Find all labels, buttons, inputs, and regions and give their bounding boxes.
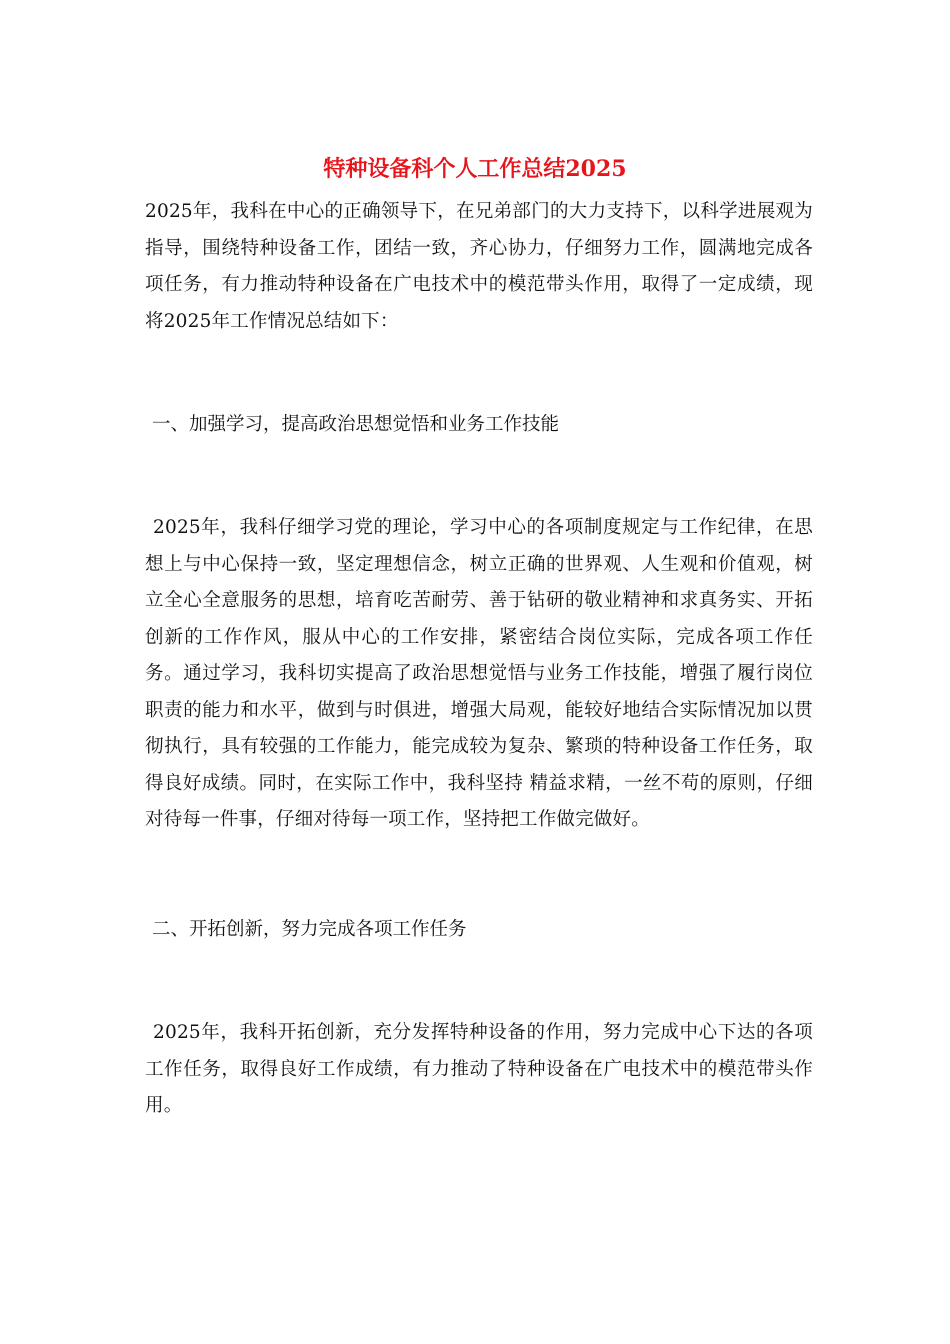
- section-body-two: 2025年，我科开拓创新，充分发挥特种设备的作用，努力完成中心下达的各项工作任务，取得良好工作成绩，有力推动了特种设备在广电技术中的模范带头作用。: [145, 1022, 813, 1116]
- document-title: 特种设备科个人工作总结2025: [323, 156, 627, 182]
- section-body-one: 2025年，我科仔细学习党的理论，学习中心的各项制度规定与工作纪律，在思想上与中心保持一致，坚定理想信念，树立正确的世界观、人生观和价值观，树立全心全意服务的思想，培育吃苦耐劳、善于钻研的敬业精神和求真务实、开拓创新的工作作风，服从中心的工作安排，紧密结合岗位实际，完成各项工作任务。通过学习，我科切实提高了政治思想觉悟与业务工作技能，增强了履行岗位职责的能力和水平，做到与时俱进，增强大局观，能较好地结合实际情况加以贯彻执行，具有较强的工作能力，能完成较为复杂、繁琐的特种设备工作任务，取得良好成绩。同时，在实际工作中，我科坚持 精益求精，一丝不苟的原则，仔细对待每一件事，仔细对待每一项工作，坚持把工作做完做好。: [145, 517, 813, 830]
- section-heading-one: 一、加强学习，提高政治思想觉悟和业务工作技能: [152, 414, 560, 435]
- section-heading-two: 二、开拓创新，努力完成各项工作任务: [152, 919, 467, 940]
- intro-paragraph: 2025年，我科在中心的正确领导下，在兄弟部门的大力支持下，以科学进展观为指导，围绕特种设备工作，团结一致，齐心协力，仔细努力工作，圆满地完成各项任务，有力推动特种设备在广电技术中的模范带头作用，取得了一定成绩，现将2025年工作情况总结如下：: [145, 201, 813, 332]
